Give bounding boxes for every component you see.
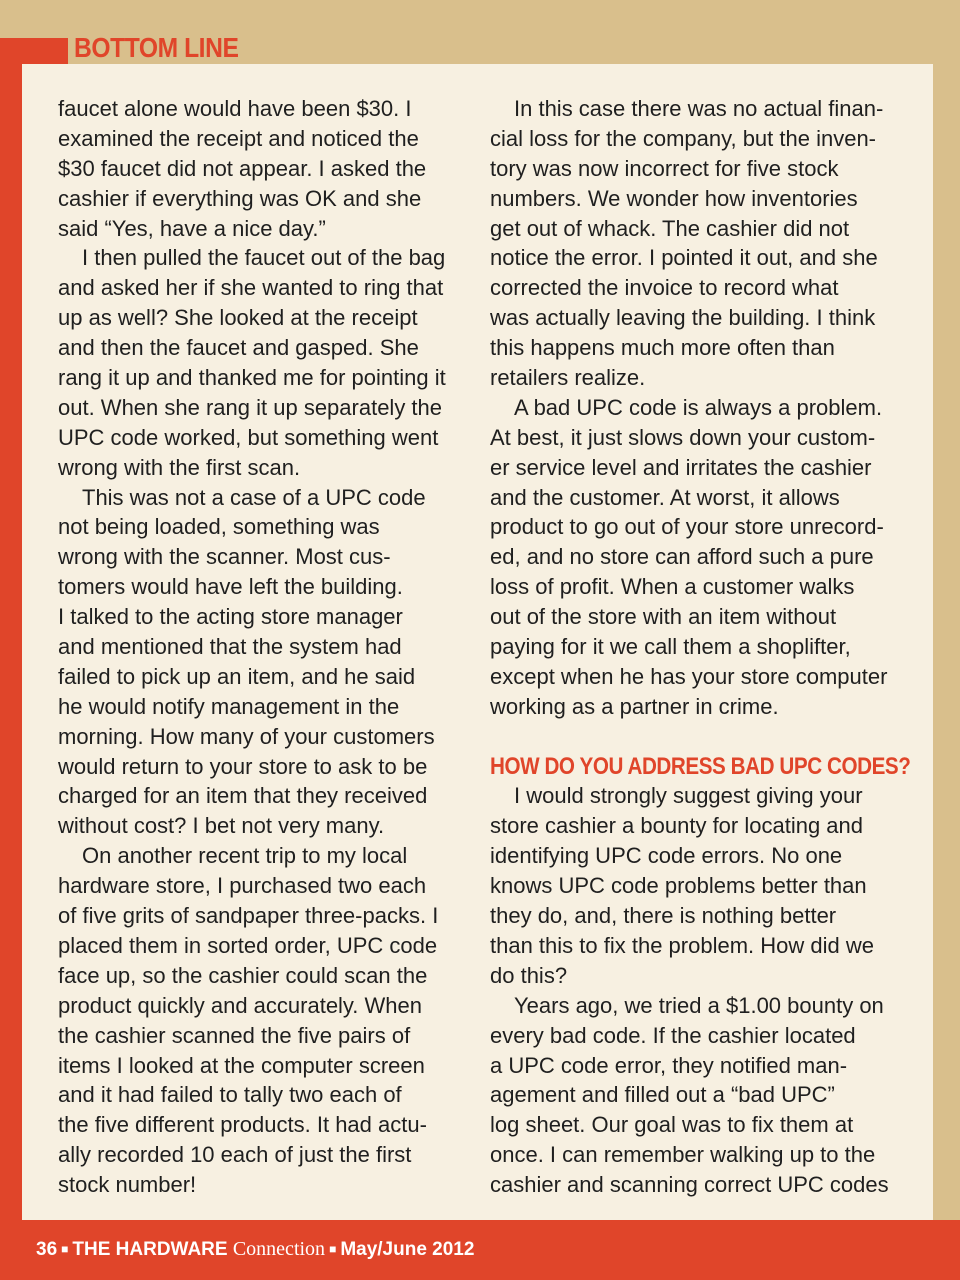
text-line: except when he has your store computer	[490, 663, 888, 689]
text-line: without cost? I bet not very many.	[58, 813, 385, 839]
subheading: HOW DO YOU ADDRESS BAD UPC CODES?	[490, 752, 911, 780]
text-line: tory was now incorrect for five stock	[490, 155, 839, 181]
text-line: morning. How many of your customers	[58, 723, 435, 749]
text-line: out of the store with an item without	[490, 604, 837, 630]
text-line: would return to your store to ask to be	[58, 753, 428, 779]
page-footer	[0, 1220, 960, 1280]
text-line: charged for an item that they received	[58, 783, 428, 809]
text-line: and asked her if she wanted to ring that	[58, 275, 444, 301]
text-line: er service level and irritates the cashier	[490, 454, 872, 480]
text-line: the five different products. It had actu-	[58, 1112, 427, 1138]
text-line: store cashier a bounty for locating and	[490, 813, 864, 839]
text-line: In this case there was no actual finan-	[514, 96, 884, 121]
text-line: tomers would have left the building.	[58, 574, 403, 600]
text-line: I would strongly suggest giving your	[514, 783, 863, 809]
text-line: This was not a case of a UPC code	[82, 484, 426, 510]
text-line: of five grits of sandpaper three-packs. I	[58, 903, 439, 929]
text-line: and it had failed to tally two each of	[58, 1082, 402, 1108]
text-line: faucet alone would have been $30. I	[58, 96, 412, 121]
text-line: he would notify management in the	[58, 693, 400, 719]
text-line: wrong with the first scan.	[58, 454, 301, 480]
left-accent-bar	[0, 38, 22, 1220]
section-title: BOTTOM LINE	[74, 32, 239, 63]
text-line: they do, and, there is nothing better	[490, 903, 837, 929]
text-line: agement and filled out a “bad UPC”	[490, 1082, 835, 1108]
text-line: not being loaded, something was	[58, 514, 380, 540]
text-line: identifying UPC code errors. No one	[490, 843, 843, 869]
text-line: paying for it we call them a shoplifter,	[490, 634, 851, 660]
text-line: cashier if everything was OK and she	[58, 185, 422, 211]
text-line: cial loss for the company, but the inven-	[490, 125, 877, 151]
text-line: rang it up and thanked me for pointing it	[58, 365, 446, 391]
text-line: up as well? She looked at the receipt	[58, 305, 418, 331]
text-line: once. I can remember walking up to the	[490, 1142, 876, 1168]
text-line: than this to fix the problem. How did we	[490, 932, 874, 958]
paragraph-spacer	[490, 722, 904, 752]
text-line: was actually leaving the building. I think	[490, 305, 876, 331]
text-line: ed, and no store can afford such a pure	[490, 544, 874, 570]
text-line: and the customer. At worst, it allows	[490, 484, 840, 510]
text-line: On another recent trip to my local	[82, 843, 408, 869]
text-line: loss of profit. When a customer walks	[490, 574, 855, 600]
magazine-name: THE HARDWARE	[72, 1239, 228, 1260]
text-line: placed them in sorted order, UPC code	[58, 932, 438, 958]
issue-date: May/June 2012	[340, 1239, 475, 1260]
text-line: numbers. We wonder how inventories	[490, 185, 858, 211]
footer-line	[36, 1238, 474, 1261]
text-line: this happens much more often than	[490, 335, 835, 361]
text-line: face up, so the cashier could scan the	[58, 962, 428, 988]
text-line: product quickly and accurately. When	[58, 992, 422, 1018]
text-line: log sheet. Our goal was to fix them at	[490, 1112, 854, 1138]
separator-square-icon: ■	[329, 1242, 337, 1256]
text-line: examined the receipt and noticed the	[58, 125, 419, 151]
text-line: do this?	[490, 962, 568, 988]
text-line: A bad UPC code is always a problem.	[514, 394, 883, 420]
text-line: items I looked at the computer screen	[58, 1052, 425, 1078]
text-line: $30 faucet did not appear. I asked the	[58, 155, 427, 181]
text-line: cashier and scanning correct UPC codes	[490, 1172, 889, 1198]
text-line: wrong with the scanner. Most cus-	[58, 544, 391, 570]
text-line: knows UPC code problems better than	[490, 873, 867, 899]
text-line: and mentioned that the system had	[58, 634, 402, 660]
text-line: retailers realize.	[490, 365, 646, 391]
page-number: 36	[36, 1239, 58, 1260]
text-line: I talked to the acting store manager	[58, 604, 403, 630]
text-line: the cashier scanned the five pairs of	[58, 1022, 411, 1048]
article-column-left	[58, 94, 470, 1200]
text-line: get out of whack. The cashier did not	[490, 215, 850, 241]
text-line: and then the faucet and gasped. She	[58, 335, 419, 361]
text-line: said “Yes, have a nice day.”	[58, 215, 326, 241]
text-line: every bad code. If the cashier located	[490, 1022, 856, 1048]
text-line: corrected the invoice to record what	[490, 275, 839, 301]
text-line: notice the error. I pointed it out, and she	[490, 245, 878, 271]
text-line: Years ago, we tried a $1.00 bounty on	[514, 992, 884, 1018]
text-line: hardware store, I purchased two each	[58, 873, 427, 899]
article-column-right	[490, 94, 911, 1200]
section-tab-marker	[0, 38, 68, 64]
text-line: failed to pick up an item, and he said	[58, 663, 416, 689]
separator-square-icon: ■	[61, 1242, 69, 1256]
text-line: At best, it just slows down your custom-	[490, 424, 876, 450]
text-line: I then pulled the faucet out of the bag	[82, 245, 446, 271]
text-line: stock number!	[58, 1172, 197, 1198]
text-line: product to go out of your store unrecord-	[490, 514, 884, 540]
text-line: ally recorded 10 each of just the first	[58, 1142, 412, 1168]
text-line: UPC code worked, but something went	[58, 424, 439, 450]
text-line: out. When she rang it up separately the	[58, 394, 443, 420]
text-line: working as a partner in crime.	[490, 693, 779, 719]
magazine-name-suffix: Connection	[232, 1238, 326, 1260]
text-line: a UPC code error, they notified man-	[490, 1052, 848, 1078]
